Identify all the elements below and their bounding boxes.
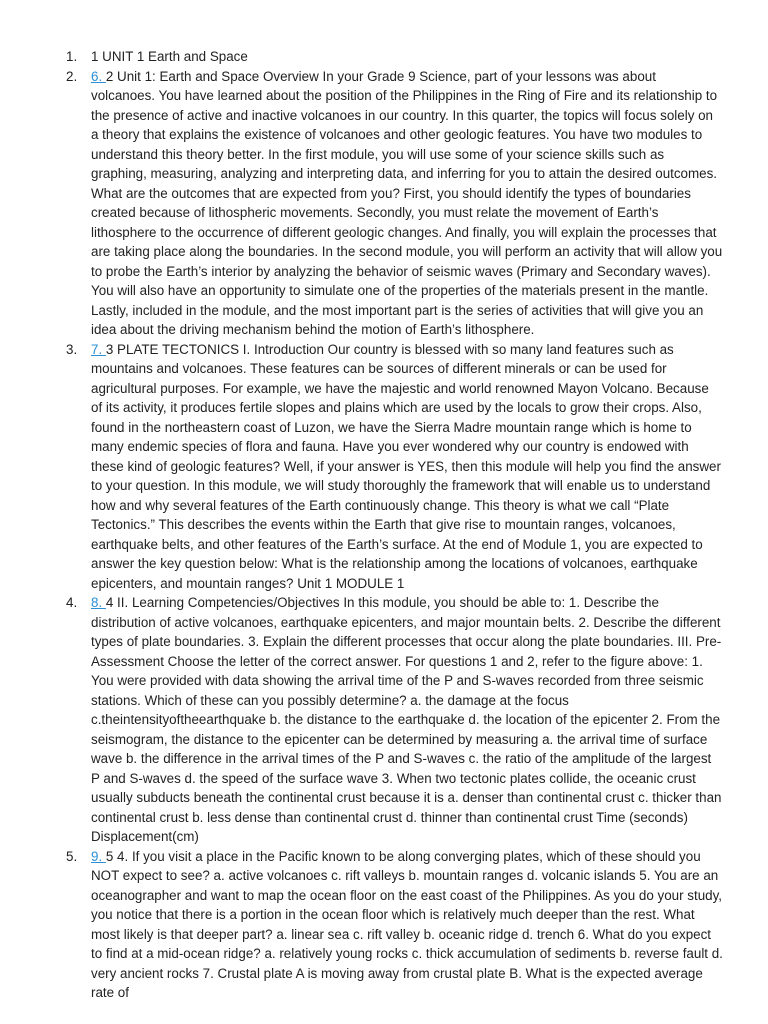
list-item-number: 4. xyxy=(66,595,78,610)
list-item-text: 1 UNIT 1 Earth and Space xyxy=(91,49,248,64)
list-item-number: 5. xyxy=(66,848,78,864)
list-item xyxy=(0,67,768,340)
list-item xyxy=(0,847,768,1003)
list-item-text: 2 Unit 1: Earth and Space Overview In your Grade 9 Science, part of your lessons was about volcanoes. You have learned about the position of the Philippines in the Ring of Fire and its relationship to the presence of active and inactive volcanoes in our country. In this quarter, the topics will focus solely on a theory that explains the existence of volcanoes and other geologic features. You have two modules to understand this theory better. In the first module, you will use some of your science skills such as graphing, measuring, analyzing and interpreting data, and inferring for you to attain the desired outcomes. What are the outcomes that are expected from you? First, you should identify the types of boundaries created because of lithospheric movements. Secondly, you must relate the movement of Earth’s lithosphere to the occurrence of different geologic changes. And finally, you will explain the processes that are taking place along the boundaries. In the second module, you will perform an activity that will allow you to probe the Earth’s interior by analyzing the behavior of seismic waves (Primary and Secondary waves). You will also have an opportunity to simulate one of the properties of the materials present in the mantle. Lastly, included in the module, and the most important part is the series of activities that will give you an idea about the driving mechanism behind the motion of Earth’s lithosphere. xyxy=(91,68,723,337)
slide-text-list xyxy=(0,47,768,1003)
slide-link[interactable]: 6. xyxy=(91,68,106,84)
slide-link[interactable]: 9. xyxy=(91,848,106,864)
document-page xyxy=(0,47,768,1003)
list-item xyxy=(0,47,768,67)
list-item-text: 4 II. Learning Competencies/Objectives In this module, you should be able to: 1. Describe the distribution of active volcanoes, earthquake epicenters, and major mountain belts. 2. Describe the different types of plate boundaries. 3. Explain the different processes that occur along the plate boundaries. III. Pre-Assessment Choose the letter of the correct answer. For questions 1 and 2, refer to the figure above: 1. You were provided with data showing the arrival time of the P and S-waves recorded from three seismic stations. Which of these can you possibly determine? a. the damage at the focus c.theintensityoftheearthquake b. the distance to the earthquake d. the location of the epicenter 2. From the seismogram, the distance to the epicenter can be determined by measuring a. the arrival time of surface wave b. the difference in the arrival times of the P and S-waves c. the ratio of the amplitude of the largest P and S-waves d. the speed of the surface wave 3. When two tectonic plates collide, the oceanic crust usually subducts beneath the continental crust because it is a. denser than continental crust c. thicker than continental crust b. less dense than continental crust d. thinner than continental crust Time (seconds) Displacement(cm) xyxy=(91,595,722,844)
list-item-number: 1. xyxy=(66,49,78,64)
list-item xyxy=(0,340,768,594)
list-item-text: 5 4. If you visit a place in the Pacific known to be along converging plates, which of these should you NOT expect to see? a. active volcanoes c. rift valleys b. mountain ranges d. volcanic islands 5. You are an oceanographer and want to map the ocean floor on the east coast of the Philippines. As you do your study, you notice that there is a portion in the ocean floor which is relatively much deeper than the rest. What most likely is that deeper part? a. linear sea c. rift valley b. oceanic ridge d. trench 6. What do you expect to find at a mid-ocean ridge? a. relatively young rocks c. thick accumulation of sediments b. reverse fault d. very ancient rocks 7. Crustal plate A is moving away from crustal plate B. What is the expected average rate of xyxy=(91,848,723,1000)
list-item-number: 3. xyxy=(66,341,78,357)
list-item-text: 3 PLATE TECTONICS I. Introduction Our country is blessed with so many land features such as mountains and volcanoes. These features can be sources of different minerals or can be used for agricultural purposes. For example, we have the majestic and world renowned Mayon Volcano. Because of its activity, it produces fertile slopes and plains which are used by the locals to grow their crops. Also, found in the northeastern coast of Luzon, we have the Sierra Madre mountain range which is home to many endemic species of flora and fauna. Have you ever wondered why our country is endowed with these kind of geologic features? Well, if your answer is YES, then this module will help you find the answer to your question. In this module, we will study thoroughly the framework that will enable us to understand how and why several features of the Earth continuously change. This theory is what we call “Plate Tectonics.” This describes the events within the Earth that give rise to mountain ranges, volcanoes, earthquake belts, and other features of the Earth’s surface. At the end of Module 1, you are expected to answer the key question below: What is the relationship among the locations of volcanoes, earthquake epicenters, and mountain ranges? Unit 1 MODULE 1 xyxy=(91,341,721,591)
list-item-number: 2. xyxy=(66,68,78,84)
slide-link[interactable]: 8. xyxy=(91,595,106,610)
list-item xyxy=(0,593,768,847)
slide-link[interactable]: 7. xyxy=(91,341,106,357)
